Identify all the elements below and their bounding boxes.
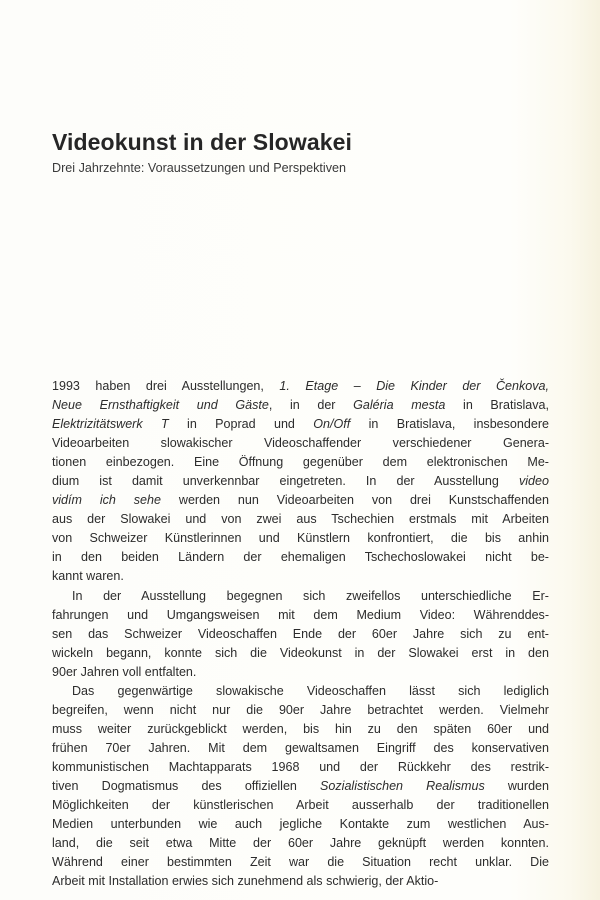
article-title: Videokunst in der Slowakei [52,129,352,155]
text-segment: in Poprad und [168,417,314,432]
text-segment: 1993 haben drei Ausstellungen, [52,379,280,393]
text-line [52,434,549,453]
text-line [52,739,549,758]
text-segment: Videoarbeiten slowakischer Videoschaffender verschiedener Genera- [52,436,549,451]
text-segment: kommunistischen Machtapparats 1968 und der Rückkehr des restrik- [52,759,549,774]
text-line [52,872,549,891]
text-line [52,777,549,796]
text-segment: werden nun Videoarbeiten von drei Kunstschaffenden [161,493,549,508]
italic-title-text: Elektrizitätswerk T [52,417,169,432]
text-line [52,453,549,472]
body-paragraph [52,682,549,892]
body-paragraph [52,587,549,682]
italic-title-text: On/Off [313,417,351,432]
text-segment: fahrungen und Umgangsweisen mit dem Medium Video: Währenddes- [52,607,549,622]
text-line [52,853,549,872]
text-segment: wickeln begann, konnte sich die Videokunst in der Slowakei erst in den [52,645,549,660]
text-segment: von Schweizer Künstlerinnen und Künstlern konfrontiert, die bis anhin [52,531,549,546]
text-line [52,377,549,396]
text-segment: , in der [268,398,354,413]
text-line [52,701,549,720]
text-segment: land, die seit etwa Mitte der 60er Jahre geknüpft werden konnten. [52,836,549,851]
text-segment: in den beiden Ländern der ehemaligen Tschechoslowakei nicht be- [52,550,549,565]
text-segment: in Bratislava, insbesondere [350,417,550,432]
text-line [52,548,549,567]
text-segment: sen das Schweizer Videoschaffen Ende der 60er Jahre sich zu ent- [52,626,549,641]
text-line [52,529,549,548]
article-heading [52,127,552,177]
text-segment: in Bratislava, [445,398,550,413]
text-segment: Möglichkeiten der künstlerischen Arbeit ausserhalb der traditionellen [52,798,549,813]
text-line [52,720,549,739]
article-subtitle: Drei Jahrzehnte: Voraussetzungen und Perspektiven [52,161,347,175]
text-line [52,606,549,625]
italic-title-text: vidím ich sehe [52,493,161,508]
text-segment: tionen einbezogen. Eine Öffnung gegenüber dem elektronischen Me- [52,455,549,470]
text-segment: kannt waren. [52,569,124,584]
italic-title-text: Galéria mesta [353,398,446,413]
text-segment: begreifen, wenn nicht nur die 90er Jahre betrachtet werden. Vielmehr [52,702,549,717]
text-line [52,682,549,701]
text-line [52,567,549,586]
text-segment: wurden [484,778,549,793]
text-line [52,415,549,434]
text-line [52,815,549,834]
body-paragraph [52,377,549,587]
text-segment: dium ist damit unverkennbar eingetreten. In der Ausstellung [52,474,519,489]
article-body [52,377,549,891]
text-line [52,491,549,510]
text-line [52,396,549,415]
text-line [52,510,549,529]
text-line [52,625,549,644]
text-segment: frühen 70er Jahren. Mit dem gewaltsamen Eingriff des konservativen [52,740,549,755]
text-segment: Das gegenwärtige slowakische Videoschaffen lässt sich lediglich [72,683,549,698]
text-segment: 90er Jahren voll entfalten. [52,664,197,679]
italic-title-text: 1. Etage – Die Kinder der Čenkova, [279,379,549,393]
italic-title-text: Sozialistischen Realismus [320,778,485,793]
text-line [52,644,549,663]
text-segment: muss weiter zurückgeblickt werden, bis hin zu den späten 60er und [52,721,549,736]
text-segment: Medien unterbunden wie auch jegliche Kontakte zum westlichen Aus- [52,817,549,832]
text-line [52,796,549,815]
italic-title-text: Neue Ernsthaftigkeit und Gäste [52,398,269,413]
text-line [52,663,549,682]
text-line [52,758,549,777]
text-line [52,834,549,853]
italic-title-text: video [519,474,549,489]
text-segment: aus der Slowakei und von zwei aus Tschechien erstmals mit Arbeiten [52,512,549,527]
text-segment: tiven Dogmatismus des offiziellen [52,778,321,793]
text-segment: Arbeit mit Installation erwies sich zunehmend als schwierig, der Aktio- [52,874,439,889]
text-line [52,472,549,491]
text-segment: In der Ausstellung begegnen sich zweifellos unterschiedliche Er- [72,588,549,603]
text-segment: Während einer bestimmten Zeit war die Situation recht unklar. Die [52,855,549,870]
text-line [52,587,549,606]
